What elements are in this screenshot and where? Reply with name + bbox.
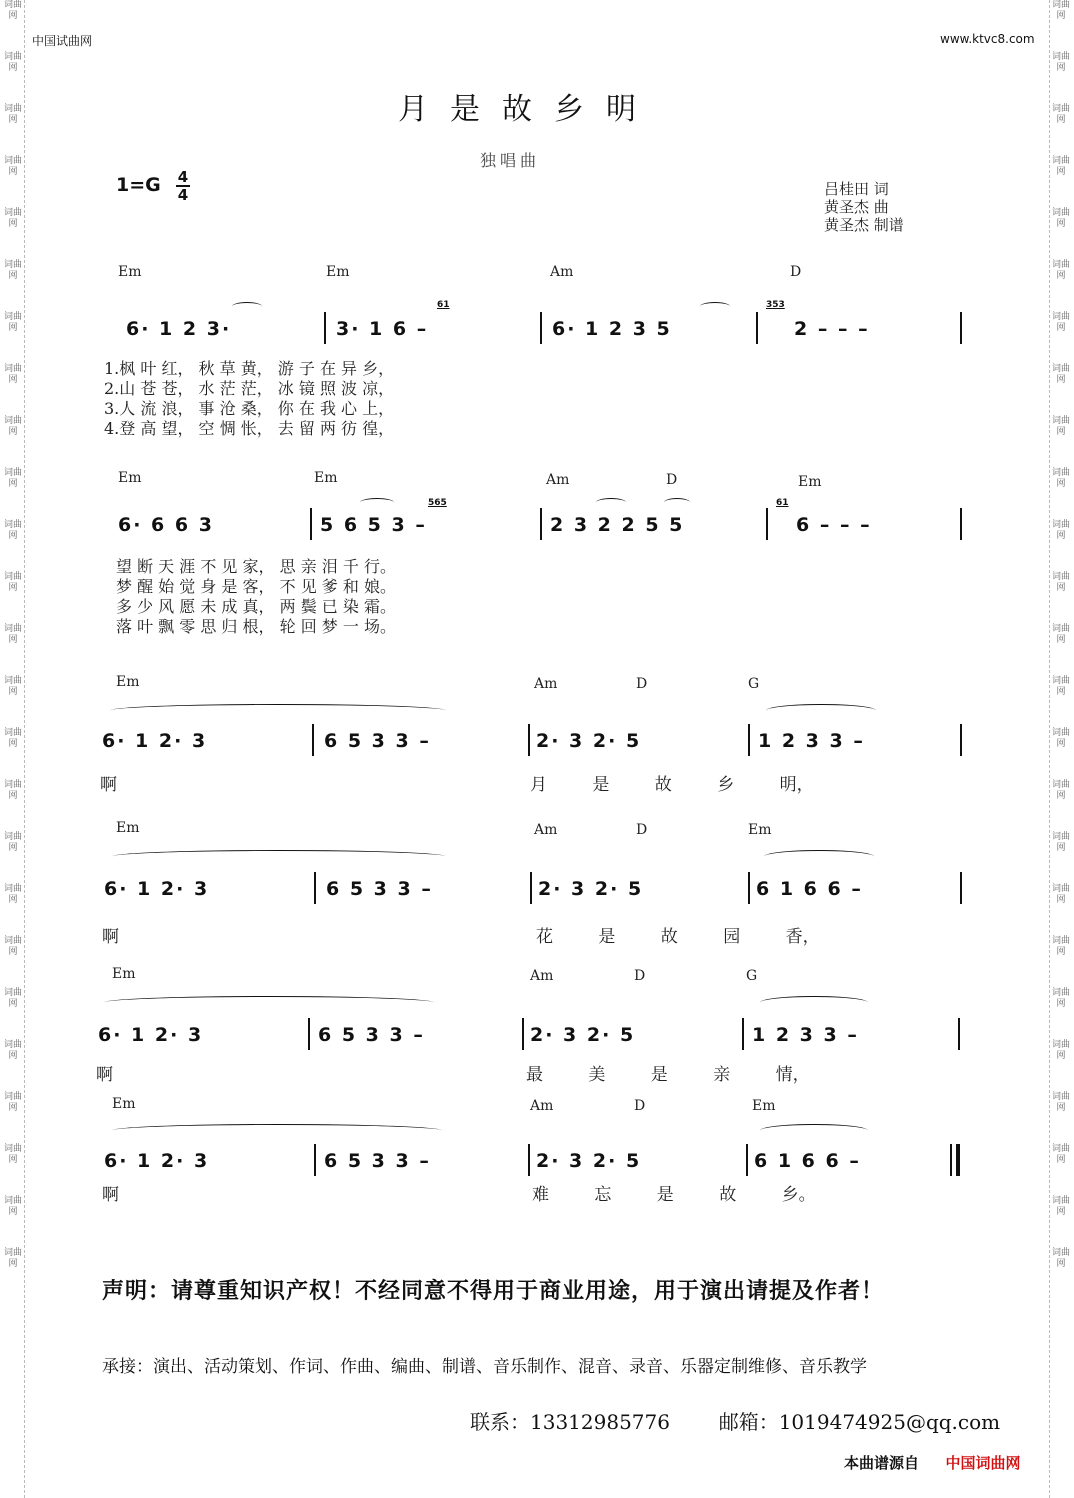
chord: Am	[534, 676, 558, 692]
barline	[960, 508, 962, 540]
measure: 1 2 3 3 –	[752, 1024, 859, 1046]
site-name-left: 中国试曲网	[32, 34, 93, 48]
barline	[960, 724, 962, 756]
chord: Am	[530, 1098, 554, 1114]
chord: Em	[314, 470, 338, 486]
watermark-text: 词曲网	[1051, 0, 1070, 21]
watermark-text: 词曲网	[1051, 780, 1070, 801]
chord: Em	[116, 674, 140, 690]
measure: 6· 1 2· 3	[98, 1024, 204, 1046]
phrase-slur	[760, 996, 868, 1009]
barline	[310, 508, 312, 540]
lyric-line: 多 少 风 愿 未 成 真， 两 鬓 已 染 霜。	[116, 597, 396, 616]
phrase-slur	[112, 1124, 442, 1137]
barline	[314, 1144, 316, 1176]
right-watermark-strip	[1049, 0, 1072, 1498]
measure: 6 5 3 3 –	[324, 1150, 431, 1172]
watermark-text: 词曲网	[1051, 416, 1070, 437]
slur	[664, 498, 690, 507]
phrase-slur	[760, 1124, 868, 1137]
chord: D	[636, 676, 648, 692]
watermark-text: 词曲网	[1051, 676, 1070, 697]
chord: Em	[326, 264, 350, 280]
watermark-text: 词曲网	[3, 52, 22, 73]
measure: 6· 6 6 3	[118, 514, 214, 536]
chord: D	[790, 264, 802, 280]
slur	[360, 498, 394, 507]
measure: 2· 3 2· 5	[536, 1150, 642, 1172]
final-barline-thick	[956, 1144, 960, 1176]
phrase-slur	[764, 850, 874, 863]
chord: G	[746, 968, 758, 984]
chord: G	[748, 676, 760, 692]
grace-note: 353	[766, 300, 785, 310]
barline	[746, 1144, 748, 1176]
lyric-line: 月 是 故 乡 明，	[530, 775, 814, 795]
watermark-text: 词曲网	[3, 0, 22, 21]
chord: Em	[112, 966, 136, 982]
measure: 6· 1 2· 3	[104, 878, 210, 900]
watermark-text: 词曲网	[3, 156, 22, 177]
barline	[528, 724, 530, 756]
lyric-line: 2.山 苍 苍， 水 茫 茫， 冰 镜 照 波 凉，	[104, 379, 395, 398]
barline	[958, 1018, 960, 1050]
measure: 2· 3 2· 5	[538, 878, 644, 900]
grace-note: 61	[776, 498, 789, 508]
measure: 6 5 3 3 –	[326, 878, 433, 900]
watermark-text: 词曲网	[1051, 832, 1070, 853]
copyright-declaration: 声明：请尊重知识产权！不经同意不得用于商业用途，用于演出请提及作者！	[102, 1278, 885, 1304]
slur	[700, 302, 730, 311]
time-signature	[176, 170, 190, 202]
credit-lyricist: 吕桂田 词	[824, 180, 889, 198]
measure: 2· 3 2· 5	[530, 1024, 636, 1046]
chord: Am	[530, 968, 554, 984]
watermark-text: 词曲网	[1051, 364, 1070, 385]
lyric-line: 难 忘 是 故 乡。	[532, 1185, 816, 1205]
measure: 6 5 3 3 –	[324, 730, 431, 752]
chord: Am	[550, 264, 574, 280]
measure: 2· 3 2· 5	[536, 730, 642, 752]
watermark-text: 词曲网	[3, 312, 22, 333]
watermark-text: 词曲网	[1051, 1144, 1070, 1165]
lyric-lead: 啊	[102, 1185, 119, 1205]
watermark-text: 词曲网	[3, 728, 22, 749]
services-list: 承接：演出、活动策划、作词、作曲、编曲、制谱、音乐制作、混音、录音、乐器定制维修、音乐教学	[102, 1357, 867, 1377]
watermark-text: 词曲网	[1051, 1092, 1070, 1113]
watermark-text: 词曲网	[3, 936, 22, 957]
lyric-line: 梦 醒 始 觉 身 是 客， 不 见 爹 和 娘。	[116, 577, 396, 596]
measure: 6 1 6 6 –	[756, 878, 863, 900]
barline	[540, 508, 542, 540]
lyric-line: 3.人 流 浪， 事 沧 桑， 你 在 我 心 上，	[104, 399, 395, 418]
footer-prefix: 本曲谱源自	[844, 1454, 920, 1472]
measure: 1 2 3 3 –	[758, 730, 865, 752]
lyric-line: 1.枫 叶 红， 秋 草 黄， 游 子 在 异 乡，	[104, 359, 395, 378]
chord: D	[636, 822, 648, 838]
barline	[530, 872, 532, 904]
watermark-text: 词曲网	[1051, 1040, 1070, 1061]
grace-note: 565	[428, 498, 447, 508]
phrase-slur	[112, 850, 446, 863]
measure: 6 1 6 6 –	[754, 1150, 861, 1172]
lyric-line: 花 是 故 园 香，	[536, 927, 820, 947]
chord: D	[634, 1098, 646, 1114]
contact-info	[470, 1406, 1000, 1435]
watermark-text: 词曲网	[1051, 260, 1070, 281]
barline	[312, 724, 314, 756]
measure: 2 – – –	[794, 318, 870, 340]
watermark-text: 词曲网	[1051, 988, 1070, 1009]
barline	[756, 312, 758, 344]
lyric-line: 落 叶 飘 零 思 归 根， 轮 回 梦 一 场。	[116, 617, 396, 636]
barline	[308, 1018, 310, 1050]
watermark-text: 词曲网	[3, 676, 22, 697]
source-footer	[844, 1452, 1021, 1473]
watermark-text: 词曲网	[3, 1144, 22, 1165]
watermark-text: 词曲网	[1051, 52, 1070, 73]
watermark-text: 词曲网	[1051, 728, 1070, 749]
lyric-line: 最 美 是 亲 情，	[526, 1065, 810, 1085]
barline	[960, 872, 962, 904]
chord: Em	[118, 264, 142, 280]
watermark-text: 词曲网	[3, 468, 22, 489]
email-label: 邮箱：	[718, 1410, 779, 1434]
song-title: 月是故乡明	[398, 92, 658, 127]
watermark-text: 词曲网	[3, 1196, 22, 1217]
watermark-text: 词曲网	[1051, 104, 1070, 125]
watermark-text: 词曲网	[1051, 624, 1070, 645]
watermark-text: 词曲网	[1051, 312, 1070, 333]
watermark-text: 词曲网	[1051, 1248, 1070, 1269]
lyric-line: 4.登 高 望， 空 惆 怅， 去 留 两 彷 徨，	[104, 419, 395, 438]
lyric-lead: 啊	[96, 1065, 113, 1085]
watermark-text: 词曲网	[3, 572, 22, 593]
measure: 3· 1 6 –	[336, 318, 429, 340]
phrase-slur	[110, 704, 446, 717]
site-url-right[interactable]: www.ktvc8.com	[940, 32, 1035, 46]
watermark-text: 词曲网	[3, 260, 22, 281]
measure: 6 – – –	[796, 514, 872, 536]
key-signature: 1=G	[116, 174, 161, 196]
watermark-text: 词曲网	[1051, 468, 1070, 489]
watermark-text: 词曲网	[1051, 520, 1070, 541]
credit-composer: 黄圣杰 曲	[824, 198, 889, 216]
watermark-text: 词曲网	[3, 624, 22, 645]
slur	[232, 302, 262, 311]
barline	[314, 872, 316, 904]
time-sig-bottom: 4	[177, 186, 189, 204]
watermark-text: 词曲网	[3, 884, 22, 905]
song-subtitle: 独唱曲	[480, 151, 541, 170]
chord: Em	[798, 474, 822, 490]
watermark-text: 词曲网	[1051, 884, 1070, 905]
slur	[596, 498, 626, 507]
measure: 6 5 3 3 –	[318, 1024, 425, 1046]
barline	[748, 724, 750, 756]
watermark-text: 词曲网	[3, 988, 22, 1009]
phone-label: 联系：	[470, 1410, 530, 1434]
chord: Am	[546, 472, 570, 488]
lyric-line: 望 断 天 涯 不 见 家， 思 亲 泪 千 行。	[116, 557, 396, 576]
watermark-text: 词曲网	[1051, 936, 1070, 957]
chord: D	[666, 472, 678, 488]
measure: 6· 1 2 3·	[126, 318, 232, 340]
chord: Em	[118, 470, 142, 486]
chord: Em	[748, 822, 772, 838]
final-barline-thin	[950, 1144, 952, 1176]
barline	[540, 312, 542, 344]
watermark-text: 词曲网	[1051, 1196, 1070, 1217]
chord: Em	[112, 1096, 136, 1112]
grace-note: 61	[437, 300, 450, 310]
barline	[766, 508, 768, 540]
watermark-text: 词曲网	[3, 1248, 22, 1269]
measure: 5 6 5 3 –	[320, 514, 427, 536]
footer-brand-link[interactable]: 中国词曲网	[945, 1454, 1021, 1472]
measure: 6· 1 2· 3	[104, 1150, 210, 1172]
phone-number[interactable]: 13312985776	[530, 1410, 670, 1434]
watermark-text: 词曲网	[3, 364, 22, 385]
barline	[528, 1144, 530, 1176]
barline	[742, 1018, 744, 1050]
watermark-text: 词曲网	[3, 520, 22, 541]
measure: 2 3 2 2 5 5	[550, 514, 685, 536]
watermark-text: 词曲网	[1051, 156, 1070, 177]
watermark-text: 词曲网	[1051, 572, 1070, 593]
barline	[522, 1018, 524, 1050]
watermark-text: 词曲网	[3, 1040, 22, 1061]
watermark-text: 词曲网	[3, 832, 22, 853]
barline	[748, 872, 750, 904]
credits	[824, 180, 904, 234]
watermark-text: 词曲网	[3, 780, 22, 801]
watermark-text: 词曲网	[3, 208, 22, 229]
credit-engraver: 黄圣杰 制谱	[824, 216, 904, 234]
time-sig-top: 4	[177, 168, 189, 186]
email-address[interactable]: 1019474925@qq.com	[778, 1410, 1001, 1434]
chord: Em	[752, 1098, 776, 1114]
watermark-text: 词曲网	[3, 416, 22, 437]
lyric-lead: 啊	[100, 775, 117, 795]
chord: Em	[116, 820, 140, 836]
barline	[960, 312, 962, 344]
phrase-slur	[104, 996, 434, 1009]
measure: 6· 1 2· 3	[102, 730, 208, 752]
lyric-lead: 啊	[102, 927, 119, 947]
watermark-text: 词曲网	[1051, 208, 1070, 229]
watermark-text: 词曲网	[3, 1092, 22, 1113]
barline	[324, 312, 326, 344]
left-watermark-strip	[2, 0, 25, 1498]
measure: 6· 1 2 3 5	[552, 318, 672, 340]
chord: D	[634, 968, 646, 984]
watermark-text: 词曲网	[3, 104, 22, 125]
phrase-slur	[766, 704, 876, 717]
chord: Am	[534, 822, 558, 838]
